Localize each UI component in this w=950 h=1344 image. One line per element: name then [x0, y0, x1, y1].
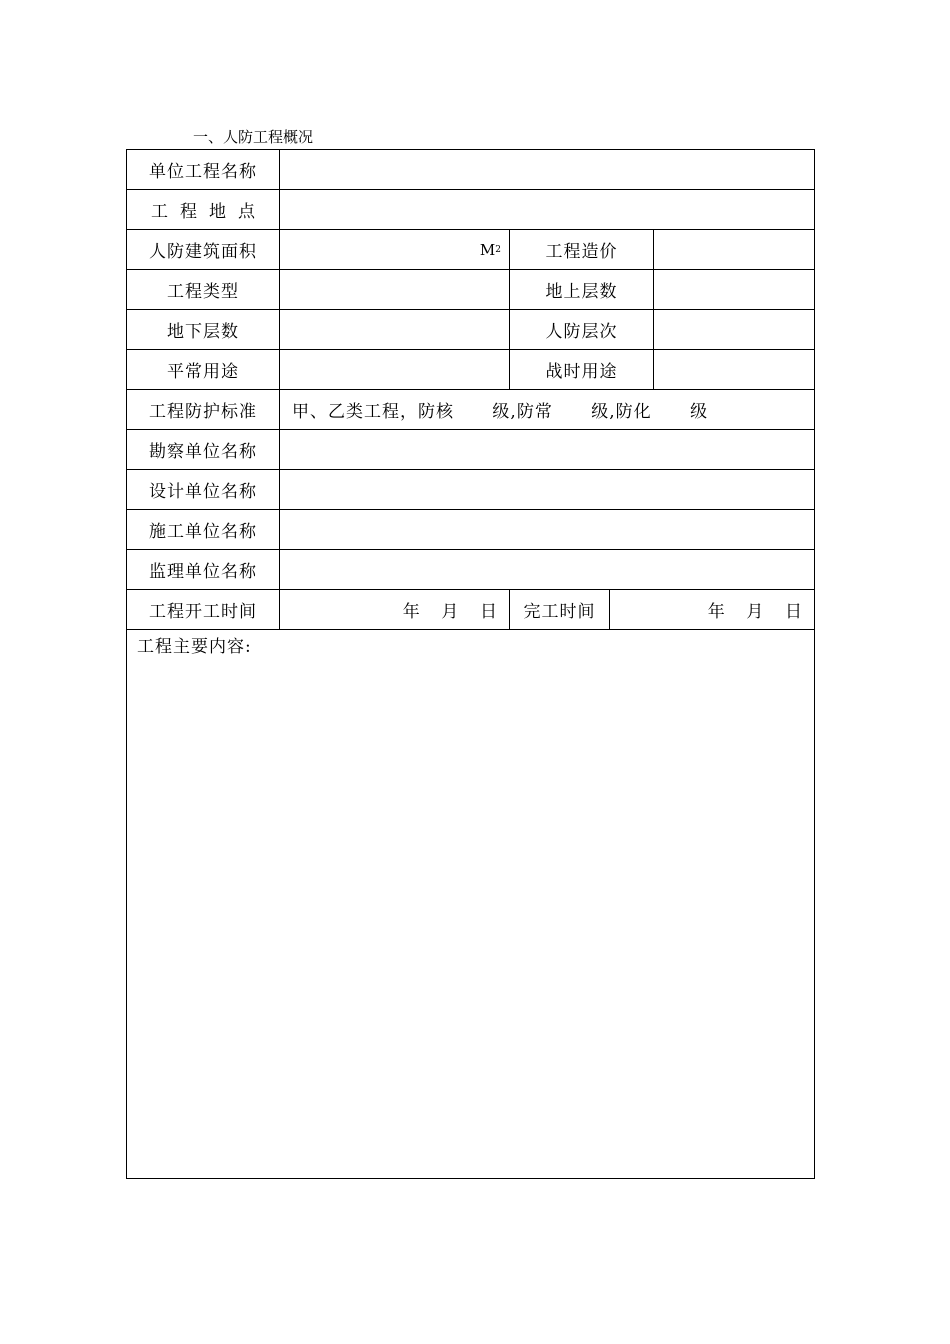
cost-field[interactable] [653, 230, 814, 269]
peace-use-label: 平常用途 [167, 362, 239, 382]
main-content-area[interactable] [127, 630, 814, 1178]
war-use-label: 战时用途 [509, 350, 653, 389]
row-design [127, 470, 814, 510]
design-label: 设计单位名称 [149, 482, 257, 502]
design-field[interactable] [279, 470, 814, 509]
row-area [127, 230, 814, 270]
start-label: 工程开工时间 [149, 602, 257, 622]
row-dates [127, 590, 814, 630]
row-unit-name [127, 150, 814, 190]
area-unit: M [479, 240, 496, 259]
supervision-field[interactable] [279, 550, 814, 589]
row-supervision [127, 550, 814, 590]
row-floors-below [127, 310, 814, 350]
area-label: 人防建筑面积 [149, 242, 257, 262]
cost-label: 工程造价 [509, 230, 653, 269]
floors-below-label: 地下层数 [167, 322, 239, 342]
project-overview-form [126, 149, 815, 1179]
floors-above-field[interactable] [653, 270, 814, 309]
protection-text[interactable]: 甲、乙类工程，防核 级,防常 级,防化 级 [279, 390, 814, 429]
type-field[interactable] [279, 270, 509, 309]
war-use-field[interactable] [653, 350, 814, 389]
level-label: 人防层次 [509, 310, 653, 349]
row-construction [127, 510, 814, 550]
row-survey [127, 430, 814, 470]
construction-field[interactable] [279, 510, 814, 549]
survey-field[interactable] [279, 430, 814, 469]
peace-use-field[interactable] [279, 350, 509, 389]
row-protection [127, 390, 814, 430]
site-label: 工程地点 [151, 202, 267, 222]
type-label: 工程类型 [167, 282, 239, 302]
construction-label: 施工单位名称 [149, 522, 257, 542]
area-field[interactable]: M 2 [279, 230, 509, 269]
row-type [127, 270, 814, 310]
finish-label: 完工时间 [509, 590, 609, 629]
content-label: 工程主要内容: [137, 637, 252, 657]
supervision-label: 监理单位名称 [149, 562, 257, 582]
finish-date-field[interactable]: 年 月 日 [609, 590, 814, 629]
start-date-field[interactable]: 年 月 日 [279, 590, 509, 629]
site-field[interactable] [279, 190, 814, 229]
protection-label: 工程防护标准 [149, 402, 257, 422]
row-usage [127, 350, 814, 390]
level-field[interactable] [653, 310, 814, 349]
row-site [127, 190, 814, 230]
unit-name-field[interactable] [279, 150, 814, 189]
unit-name-label: 单位工程名称 [149, 162, 257, 182]
survey-label: 勘察单位名称 [149, 442, 257, 462]
floors-above-label: 地上层数 [509, 270, 653, 309]
section-title: 一、人防工程概况 [193, 128, 314, 146]
floors-below-field[interactable] [279, 310, 509, 349]
